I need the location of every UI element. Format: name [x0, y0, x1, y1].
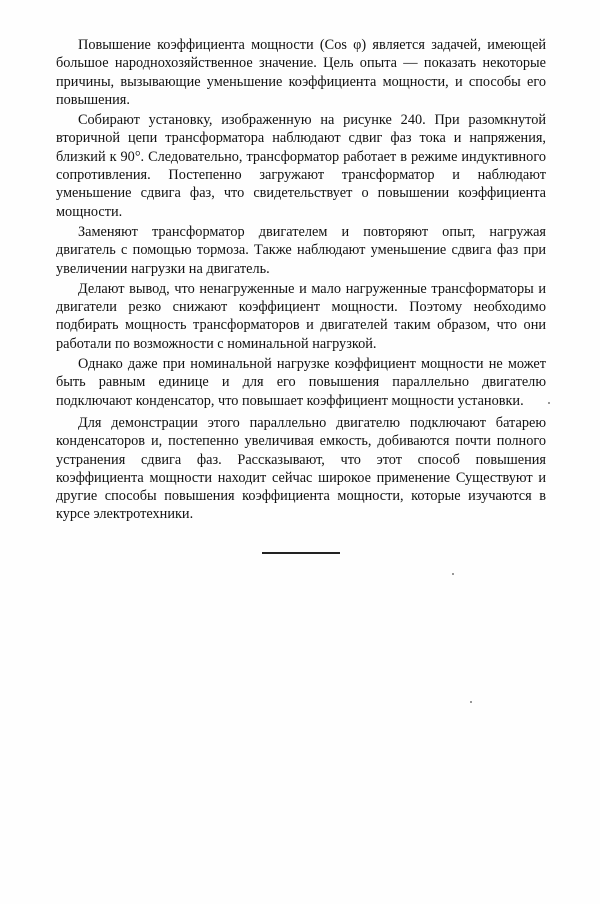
paragraph-demonstration: Для демонстрации этого параллельно двигателю подключают батарею конденсаторов и, постепенно увеличивая емкость, добиваются почти полного устранения сдвига фаз. Рассказывают, что этот способ повышения коэффициента мощности находит сейчас широкое применение Существуют и другие способы повышения коэффициента мощности, которые изучаются в курсе электротехники.	[56, 414, 546, 523]
print-speck	[452, 573, 454, 575]
paragraph-transformer-experiment: Собирают установку, изображенную на рисунке 240. При разомкнутой вторичной цепи трансформатора наблюдают сдвиг фаз тока и напряжения, близкий к 90°. Следовательно, трансформатор работает в режиме индуктивного сопротивления. Постепенно загружают трансформатор и наблюдают уменьшение сдвига фаз, что свидетельствует о повышении коэффициента мощности.	[56, 112, 546, 220]
body-text	[56, 36, 546, 525]
end-of-section-rule	[262, 552, 340, 554]
paragraph-conclusion: Делают вывод, что ненагруженные и мало нагруженные трансформаторы и двигатели резко снижают коэффициент мощности. Поэтому необходимо подбирать мощность трансформаторов и двигателей таким образом, что они работали по возможности с номинальной нагрузкой.	[56, 280, 546, 352]
paragraph-motor-experiment: Заменяют трансформатор двигателем и повторяют опыт, нагружая двигатель с помощью тормоза. Также наблюдают уменьшение сдвига фаз при увеличении нагрузки на двигатель.	[56, 223, 546, 277]
print-speck	[470, 701, 472, 703]
print-speck	[548, 402, 550, 404]
paragraph-capacitor: Однако даже при номинальной нагрузке коэффициент мощности не может быть равным единице и для его повышения параллельно двигателю подключают конденсатор, что повышает коэффициент мощности установки.	[56, 356, 546, 409]
paragraph-power-factor-intro: Повышение коэффициента мощности (Cos φ) является задачей, имеющей большое народнохозяйственное значение. Цель опыта — показать некоторые причины, вызывающие уменьшение коэффициента мощности, и способы его повышения.	[56, 37, 546, 108]
